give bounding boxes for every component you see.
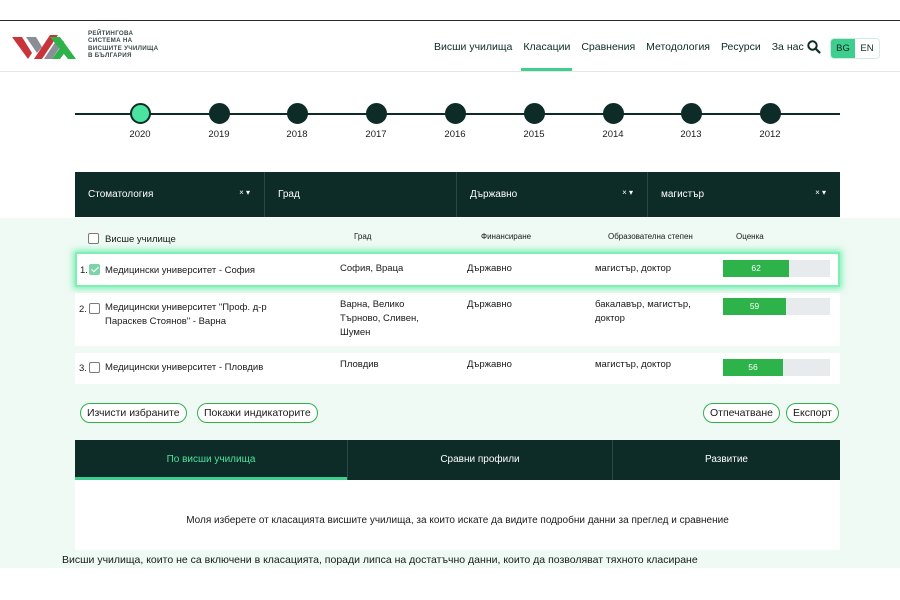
timeline-year-2016[interactable] xyxy=(444,103,466,140)
filter-label: Град xyxy=(278,189,300,200)
timeline-year-2019[interactable] xyxy=(208,103,230,140)
site-header xyxy=(0,21,900,72)
chevron-down-icon[interactable]: ▾ xyxy=(628,188,633,197)
timeline-year-label: 2013 xyxy=(680,129,702,140)
timeline-year-label: 2020 xyxy=(129,129,151,140)
school-degree xyxy=(595,298,691,326)
detail-tabs xyxy=(75,440,840,480)
column-header-city: Град xyxy=(354,232,372,241)
filter-label: Стоматология xyxy=(88,189,154,200)
nav-item-comparisons[interactable]: Сравнения xyxy=(581,41,636,53)
filter-label: магистър xyxy=(661,189,705,200)
export-button[interactable]: Експорт xyxy=(786,403,839,423)
column-header-funding: Финансиране xyxy=(481,232,532,241)
school-city-line: Търново, Сливен, xyxy=(340,313,419,324)
timeline-year-2020[interactable] xyxy=(129,103,151,140)
tab-compare-profiles[interactable]: Сравни профили xyxy=(348,440,613,480)
timeline-dot[interactable] xyxy=(760,103,781,124)
timeline-year-label: 2016 xyxy=(444,129,466,140)
year-timeline xyxy=(75,100,840,140)
timeline-year-2013[interactable] xyxy=(680,103,702,140)
nav-item-schools[interactable]: Висши училища xyxy=(434,41,513,53)
show-indicators-button[interactable]: Покажи индикаторите xyxy=(197,403,318,423)
logo-line: РЕЙТИНГОВА xyxy=(88,30,134,37)
timeline-year-2015[interactable] xyxy=(523,103,545,140)
filter-controls xyxy=(622,188,633,197)
timeline-year-2012[interactable] xyxy=(759,103,781,140)
row-number: 1. xyxy=(80,265,88,276)
logo-line: ВИСШИТЕ УЧИЛИЩА xyxy=(88,44,159,52)
timeline-dot[interactable] xyxy=(209,103,230,124)
tab-development[interactable]: Развитие xyxy=(705,454,748,465)
score-fill: 62 xyxy=(723,260,789,277)
filter-controls xyxy=(239,188,250,197)
school-city: София, Враца xyxy=(340,263,404,274)
print-button[interactable]: Отпечатване xyxy=(703,403,780,423)
column-header-degree: Образователна степен xyxy=(608,232,693,241)
tab-by-schools[interactable]: По висши училища xyxy=(75,440,348,480)
logo-line: В БЪЛГАРИЯ xyxy=(88,52,132,60)
lang-en-button[interactable]: EN xyxy=(855,39,879,58)
logo-text xyxy=(88,30,178,60)
timeline-dot[interactable] xyxy=(366,103,387,124)
nav-item-rankings[interactable]: Класации xyxy=(523,21,570,71)
score-bar xyxy=(723,359,830,376)
nav-item-about[interactable]: За нас xyxy=(771,41,804,53)
school-name[interactable] xyxy=(105,301,267,329)
school-funding: Държавно xyxy=(467,299,512,310)
select-all-checkbox[interactable] xyxy=(88,233,99,244)
timeline-year-label: 2017 xyxy=(365,129,387,140)
timeline-year-label: 2014 xyxy=(602,129,624,140)
timeline-dot[interactable] xyxy=(681,103,702,124)
chevron-down-icon[interactable]: ▾ xyxy=(821,188,826,197)
school-city-line: Варна, Велико xyxy=(340,299,405,310)
nav-item-resources[interactable]: Ресурси xyxy=(721,41,761,53)
filter-controls xyxy=(815,188,826,197)
school-name-line: Медицински университет "Проф. д-р xyxy=(105,302,267,313)
clear-icon[interactable]: × xyxy=(239,188,244,197)
table-row[interactable] xyxy=(75,353,840,384)
table-row[interactable] xyxy=(75,252,840,287)
main-nav xyxy=(434,21,815,71)
column-header-school: Висше училище xyxy=(105,234,176,245)
school-degree-line: бакалавър, магистър, xyxy=(595,299,691,310)
logo-line: СИСТЕМА НА xyxy=(88,37,133,45)
timeline-dot[interactable] xyxy=(445,103,466,124)
school-degree: магистър, доктор xyxy=(595,359,672,370)
school-funding: Държавно xyxy=(467,263,512,274)
lang-bg-button[interactable]: BG xyxy=(831,39,855,58)
timeline-year-label: 2018 xyxy=(286,129,308,140)
filter-funding-select[interactable] xyxy=(457,172,648,217)
excluded-schools-note[interactable]: Висши училища, които не са включени в класацията, поради липса на достатъчно данни, които да позволяват тяхното класиране xyxy=(62,554,698,566)
clear-selected-button[interactable]: Изчисти избраните xyxy=(80,403,187,423)
school-name[interactable]: Медицински университет - Пловдив xyxy=(105,362,264,373)
school-city-line: Шумен xyxy=(340,327,371,338)
filter-bar xyxy=(75,172,840,217)
score-fill: 56 xyxy=(723,359,783,376)
school-degree: магистър, доктор xyxy=(595,263,672,274)
score-bar xyxy=(723,260,830,277)
search-icon[interactable] xyxy=(806,39,822,55)
school-degree-line: доктор xyxy=(595,313,625,324)
chevron-down-icon[interactable]: ▾ xyxy=(245,188,250,197)
column-header-score: Оценка xyxy=(736,232,764,241)
clear-icon[interactable]: × xyxy=(622,188,627,197)
timeline-year-label: 2015 xyxy=(523,129,545,140)
score-fill: 59 xyxy=(723,298,786,315)
nav-item-methodology[interactable]: Методология xyxy=(646,41,710,53)
school-city xyxy=(340,298,419,340)
school-name-line: Параскев Стоянов" - Варна xyxy=(105,316,227,327)
row-checkbox[interactable] xyxy=(89,264,100,275)
school-city: Пловдив xyxy=(340,359,379,370)
timeline-dot[interactable] xyxy=(130,103,151,124)
row-checkbox[interactable] xyxy=(89,362,100,373)
timeline-year-2018[interactable] xyxy=(286,103,308,140)
timeline-dot[interactable] xyxy=(524,103,545,124)
filter-degree-select[interactable] xyxy=(648,172,840,217)
filter-field-select[interactable] xyxy=(75,172,265,217)
school-funding: Държавно xyxy=(467,359,512,370)
filter-city-select[interactable] xyxy=(265,172,457,217)
clear-icon[interactable]: × xyxy=(815,188,820,197)
timeline-year-label: 2019 xyxy=(208,129,230,140)
filter-label: Държавно xyxy=(470,189,518,200)
timeline-year-2017[interactable] xyxy=(365,103,387,140)
score-bar xyxy=(723,298,830,315)
timeline-dot[interactable] xyxy=(287,103,308,124)
panel-message: Моля изберете от класацията висшите училища, за които искате да видите подробни данни за преглед и сравнение xyxy=(186,515,729,526)
school-name[interactable]: Медицински университет - София xyxy=(105,265,256,276)
timeline-dot[interactable] xyxy=(603,103,624,124)
logo-icon[interactable] xyxy=(12,31,76,63)
row-number: 2. xyxy=(79,304,87,315)
row-checkbox[interactable] xyxy=(89,303,100,314)
table-row[interactable] xyxy=(75,293,840,346)
language-switch xyxy=(830,38,880,59)
timeline-year-2014[interactable] xyxy=(602,103,624,140)
timeline-year-label: 2012 xyxy=(759,129,781,140)
detail-panel xyxy=(75,480,840,550)
row-number: 3. xyxy=(79,363,87,374)
